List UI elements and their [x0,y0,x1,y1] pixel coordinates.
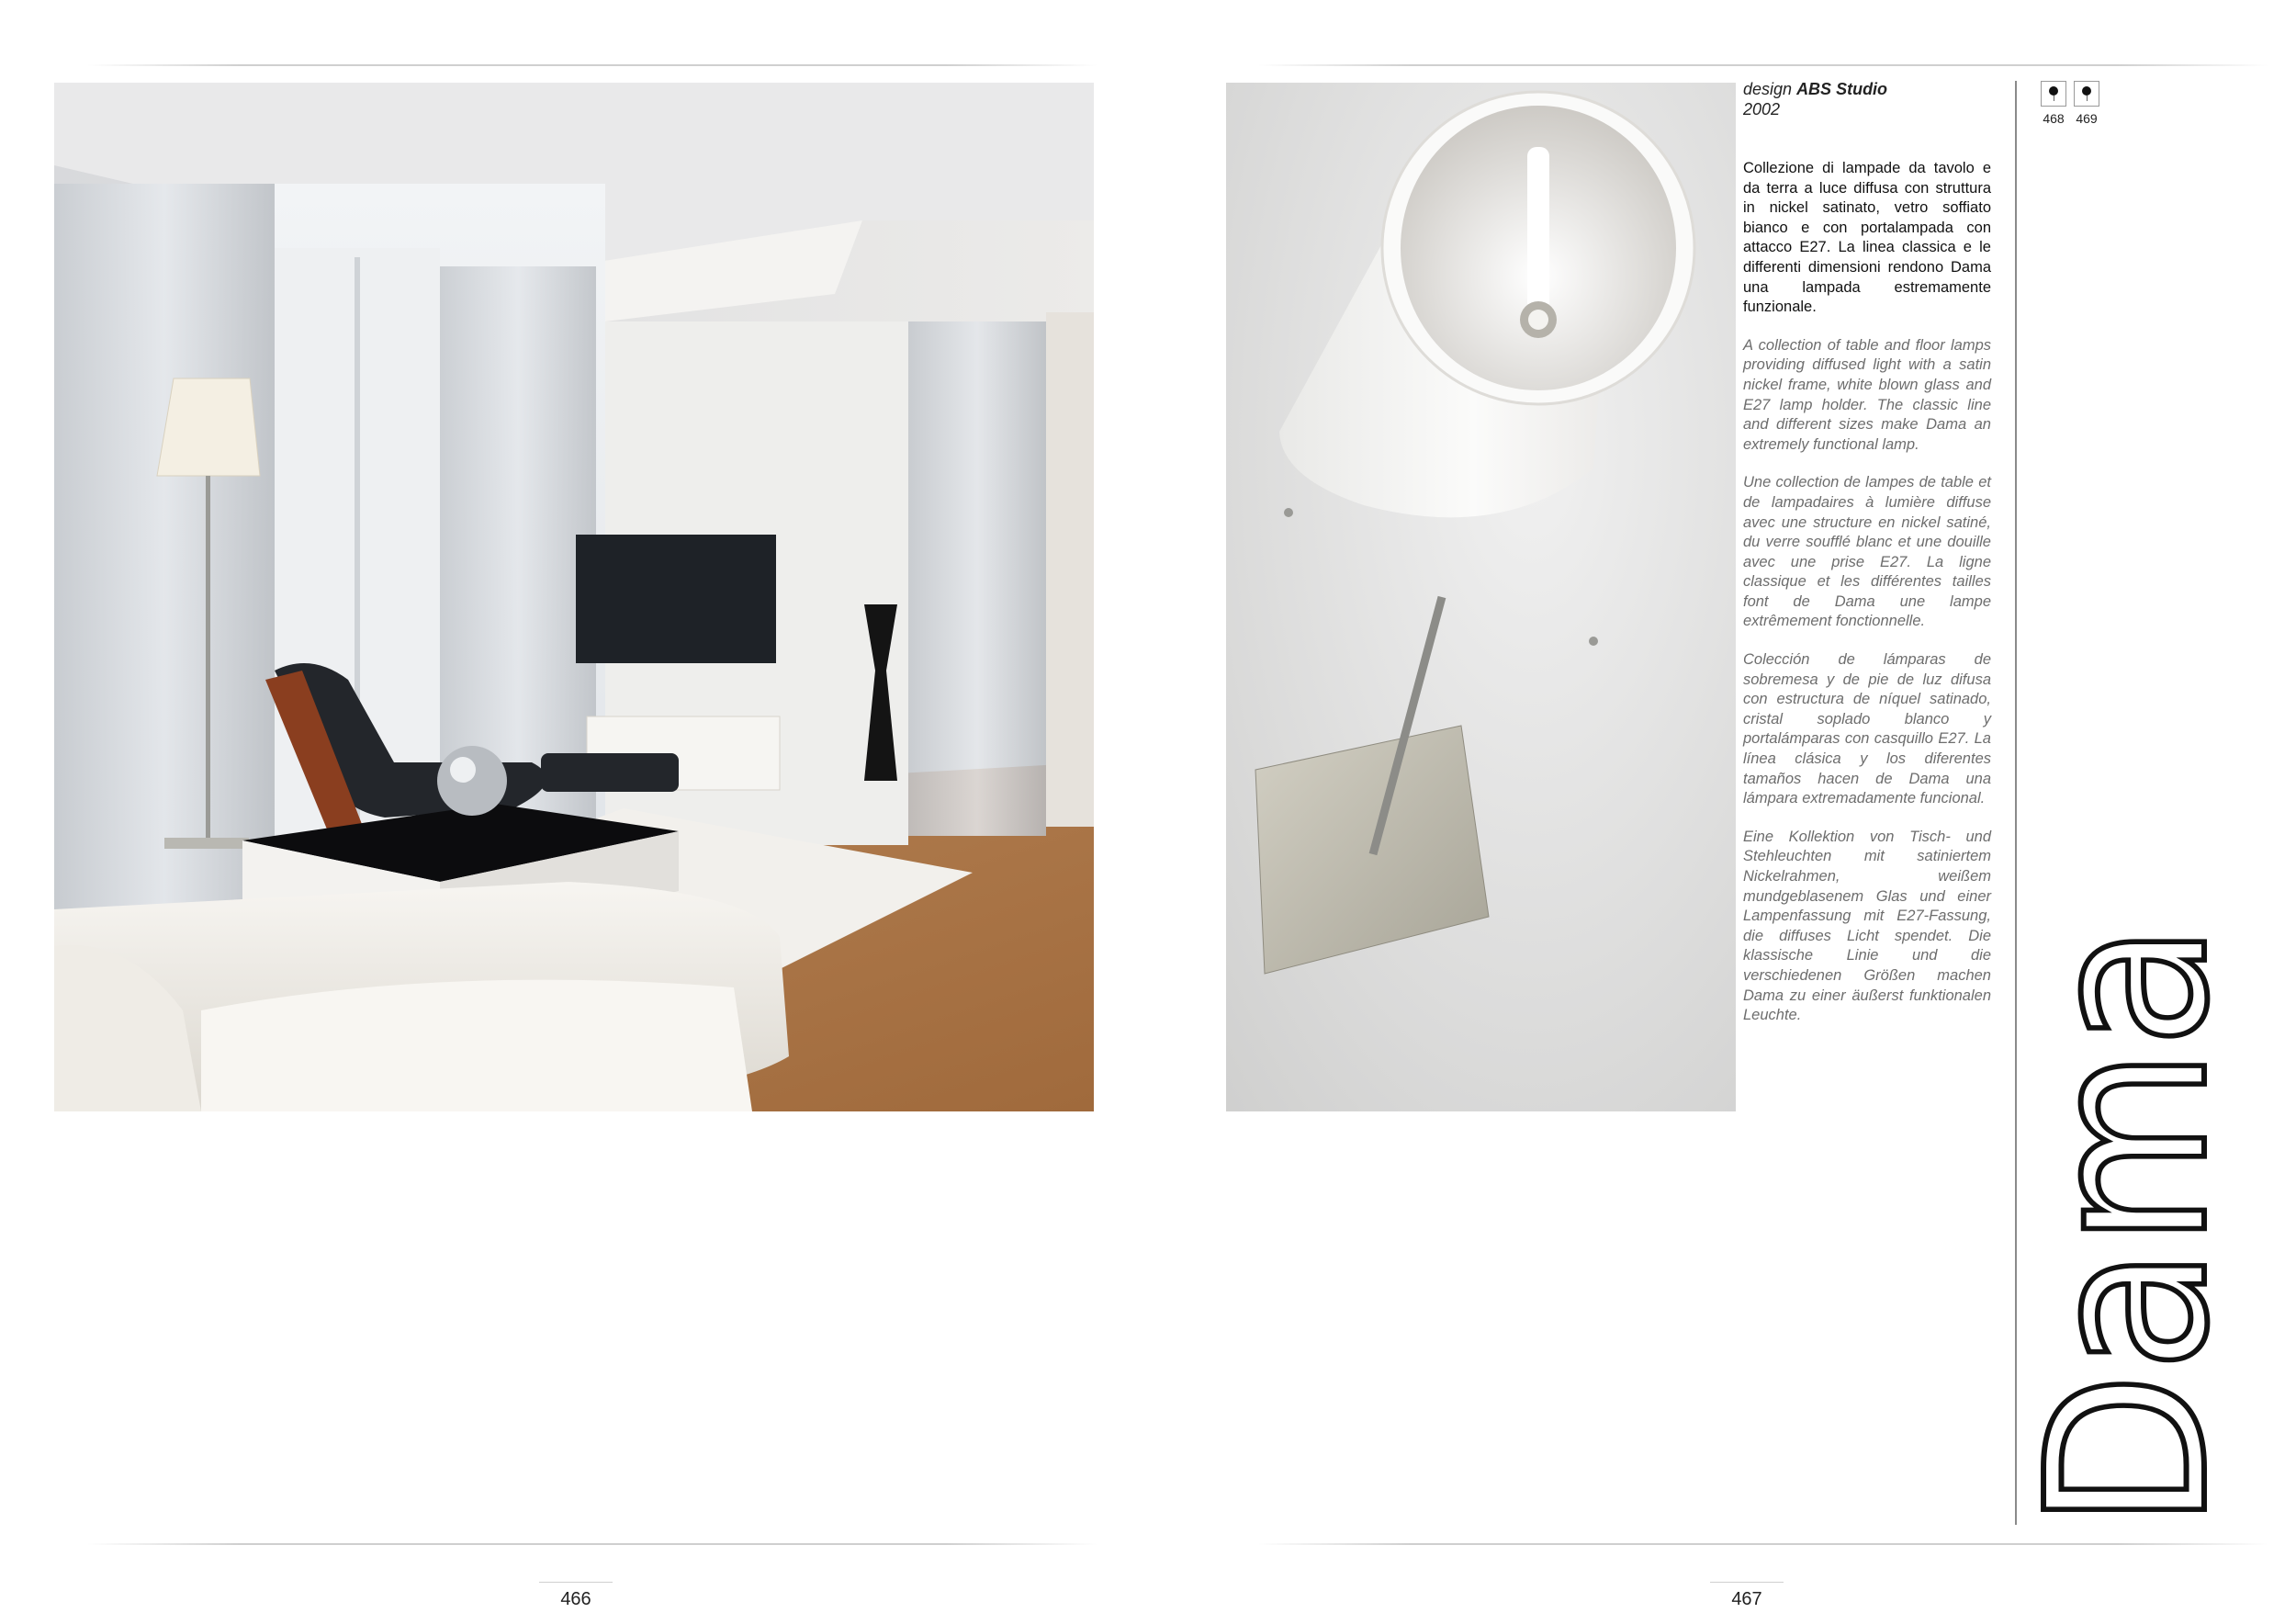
product-name-vertical [1999,874,2257,1539]
product-name: Dama [1999,874,2257,1529]
bottom-rule-right [1258,1543,2268,1545]
page-ref-468: 468 [2043,111,2065,126]
page-number-line-left [539,1582,613,1583]
living-room-photo [54,83,1094,1111]
page-number-left: 466 [560,1589,591,1609]
page-ref-469-icon[interactable] [2074,81,2099,107]
top-rule-right [1258,64,2268,66]
description-column [1743,159,1991,1044]
description-de: Eine Kollektion von Tisch- und Stehleuchten mit satiniertem Nickelrahmen, weißem mundgeblasenem Glas und einer Lampenfassung mit E27-Fassung, die diffuses Licht spendet. Die klassische Linie und die verschiedenen Größen machen Dama zu einer äußerst funktionalen Leuchte. [1743,828,1991,1024]
description-fr: Une collection de lampes de table et de lampadaires à lumière diffuse avec une structure en nickel satiné, du verre soufflé blanc et une douille avec une prise E27. La ligne classique et les différentes tailles font de Dama une lampe extrêmement fonctionnelle. [1743,474,1991,630]
description-it: Collezione di lampade da tavolo e da terra a luce diffusa con struttura in nickel satinato, vetro soffiato bianco e con portalampada con attacco E27. La linea classica e le differenti dimensioni rendono Dama una lampada estremamente funzionale. [1743,160,1991,316]
design-credit [1743,79,1991,119]
page-number-line-right [1710,1582,1784,1583]
page-ref-469: 469 [2076,111,2098,126]
lamp-detail-photo [1226,83,1736,1111]
design-label: design [1743,80,1793,98]
design-year: 2002 [1743,100,1781,118]
description-es: Colección de lámparas de sobremesa y de pie de luz difusa con estructura de níquel satinado, cristal soplado blanco y portalámparas con casquillo E27. La línea clásica y los diferentes tamaños hacen de Dama una lámpara extremadamente funcional. [1743,651,1991,807]
designer-name: ABS Studio [1796,80,1888,98]
description-en: A collection of table and floor lamps providing diffused light with a satin nickel frame, white blown glass and E27 lamp holder. The classic line and different sizes make Dama an extremely functional lamp. [1743,336,1991,453]
page-number-right: 467 [1731,1589,1762,1609]
bottom-rule-left [87,1543,1097,1545]
top-rule-left [87,64,1097,66]
page-ref-468-icon[interactable] [2041,81,2066,107]
